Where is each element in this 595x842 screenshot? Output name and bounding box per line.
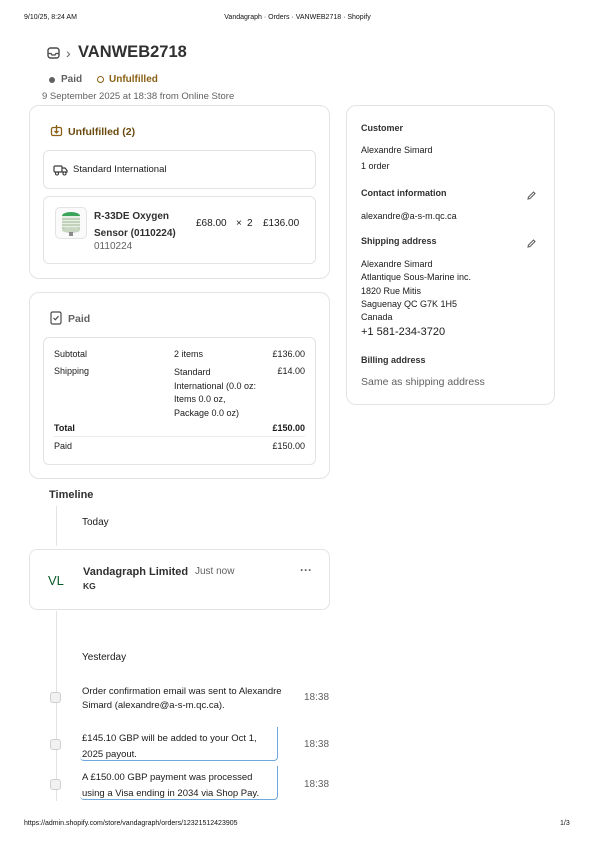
payment-status-label: Paid [61, 74, 83, 85]
billing-address-title: Billing address [361, 355, 426, 365]
timeline-event[interactable] [82, 770, 259, 802]
address-line: 1820 Rue Mitis [361, 285, 422, 296]
unfulfilled-header: Unfulfilled (2) [68, 126, 136, 138]
edit-address-pencil-icon[interactable] [526, 236, 537, 254]
shipping-desc-line: Items 0.0 oz, [174, 394, 226, 404]
comment-text: KG [83, 581, 96, 591]
payment-divider [54, 436, 305, 437]
line-total: £136.00 [263, 218, 300, 229]
product-thumbnail[interactable] [55, 207, 87, 239]
subtotal-value: £136.00 [272, 349, 305, 359]
comment-time: Just now [195, 566, 235, 577]
paid-value: £150.00 [272, 441, 305, 451]
comment-more-icon[interactable]: ··· [300, 563, 312, 577]
comment-author: Vandagraph Limited [83, 566, 189, 578]
event-text-line2: 2025 payout. [82, 749, 137, 760]
product-name-line2: Sensor (0110224) [94, 228, 176, 239]
product-name[interactable] [94, 208, 176, 242]
billing-address-text: Same as shipping address [361, 376, 485, 388]
paid-dot-icon [49, 77, 55, 83]
shipping-desc-line: Standard [174, 367, 211, 377]
product-sku: 0110224 [94, 241, 133, 252]
shipping-label: Shipping [54, 366, 90, 376]
shipping-method-label: Standard International [73, 164, 167, 175]
event-text-line2: Simard (alexandre@a-s-m.qc.ca). [82, 700, 225, 711]
event-time: 18:38 [304, 779, 330, 790]
shipping-desc [174, 366, 256, 420]
address-line: Saguenay QC G7K 1H5 [361, 298, 458, 309]
unit-price: £68.00 [196, 218, 227, 229]
print-url: https://admin.shopify.com/store/vandagraph/orders/12321512423905 [24, 820, 238, 827]
payment-header: Paid [68, 313, 91, 325]
unfulfilled-circle-icon [97, 76, 104, 83]
fulfillment-status-label: Unfulfilled [109, 74, 158, 85]
address-line: Canada [361, 312, 393, 323]
address-line: Alexandre Simard [361, 259, 433, 269]
total-value: £150.00 [272, 423, 305, 433]
print-datetime: 9/10/25, 8:24 AM [24, 14, 77, 21]
event-bullet [50, 739, 61, 750]
event-bullet [50, 692, 61, 703]
print-page-number: 1/3 [560, 820, 570, 827]
event-text-line2: using a Visa ending in 2034 via Shop Pay. [82, 788, 260, 799]
receipt-icon [50, 311, 62, 330]
shipping-value: £14.00 [277, 366, 305, 376]
print-page-title: Vandagraph · Orders · VANWEB2718 · Shopify [224, 14, 371, 21]
shipping-desc-line: Package 0.0 oz) [174, 407, 240, 418]
unfulfilled-box-icon [50, 124, 63, 142]
paid-label: Paid [54, 441, 73, 451]
event-text-line1: £145.10 GBP will be added to your Oct 1, [82, 733, 257, 744]
subtotal-label: Subtotal [54, 349, 88, 359]
timeline-today-label: Today [82, 517, 109, 528]
address-line: Atlantique Sous-Marine inc. [361, 272, 472, 283]
orders-inbox-icon[interactable] [47, 46, 60, 64]
event-time: 18:38 [304, 739, 330, 750]
timeline-event[interactable] [82, 731, 257, 763]
order-date-line: 9 September 2025 at 18:38 from Online Store [42, 91, 235, 102]
subtotal-desc: 2 items [174, 349, 204, 359]
payment-status-badge [49, 74, 82, 85]
customer-email-link[interactable]: alexandre@a-s-m.qc.ca [361, 211, 457, 221]
customer-name-link[interactable]: Alexandre Simard [361, 145, 433, 155]
shipping-desc-line: International (0.0 oz: [174, 380, 257, 391]
shipping-address-title: Shipping address [361, 236, 437, 246]
timeline-yesterday-label: Yesterday [82, 652, 127, 663]
timeline-event[interactable] [82, 685, 282, 713]
author-avatar: VL [48, 573, 64, 588]
contact-info-title: Contact information [361, 188, 447, 198]
customer-orders-link[interactable]: 1 order [361, 161, 390, 171]
event-text-line1: Order confirmation email was sent to Alexandre [82, 686, 282, 697]
quantity: 2 [247, 218, 253, 229]
edit-contact-pencil-icon[interactable] [526, 188, 537, 206]
event-time: 18:38 [304, 692, 330, 703]
total-label: Total [54, 423, 75, 433]
times-sign: × [236, 218, 242, 229]
timeline-line [56, 611, 57, 801]
timeline-line [56, 506, 57, 546]
shipping-address [361, 258, 471, 324]
fulfillment-status-badge [97, 74, 158, 85]
breadcrumb-chevron-icon: › [66, 45, 71, 61]
order-number: VANWEB2718 [78, 43, 187, 61]
product-name-line1: R-33DE Oxygen [94, 211, 170, 222]
truck-icon [53, 163, 68, 181]
customer-phone[interactable]: +1 581-234-3720 [361, 326, 446, 338]
event-text-line1: A £150.00 GBP payment was processed [82, 772, 253, 783]
event-bullet [50, 779, 61, 790]
timeline-title: Timeline [49, 489, 94, 501]
customer-title: Customer [361, 123, 404, 133]
timeline-comment-card [29, 549, 330, 610]
